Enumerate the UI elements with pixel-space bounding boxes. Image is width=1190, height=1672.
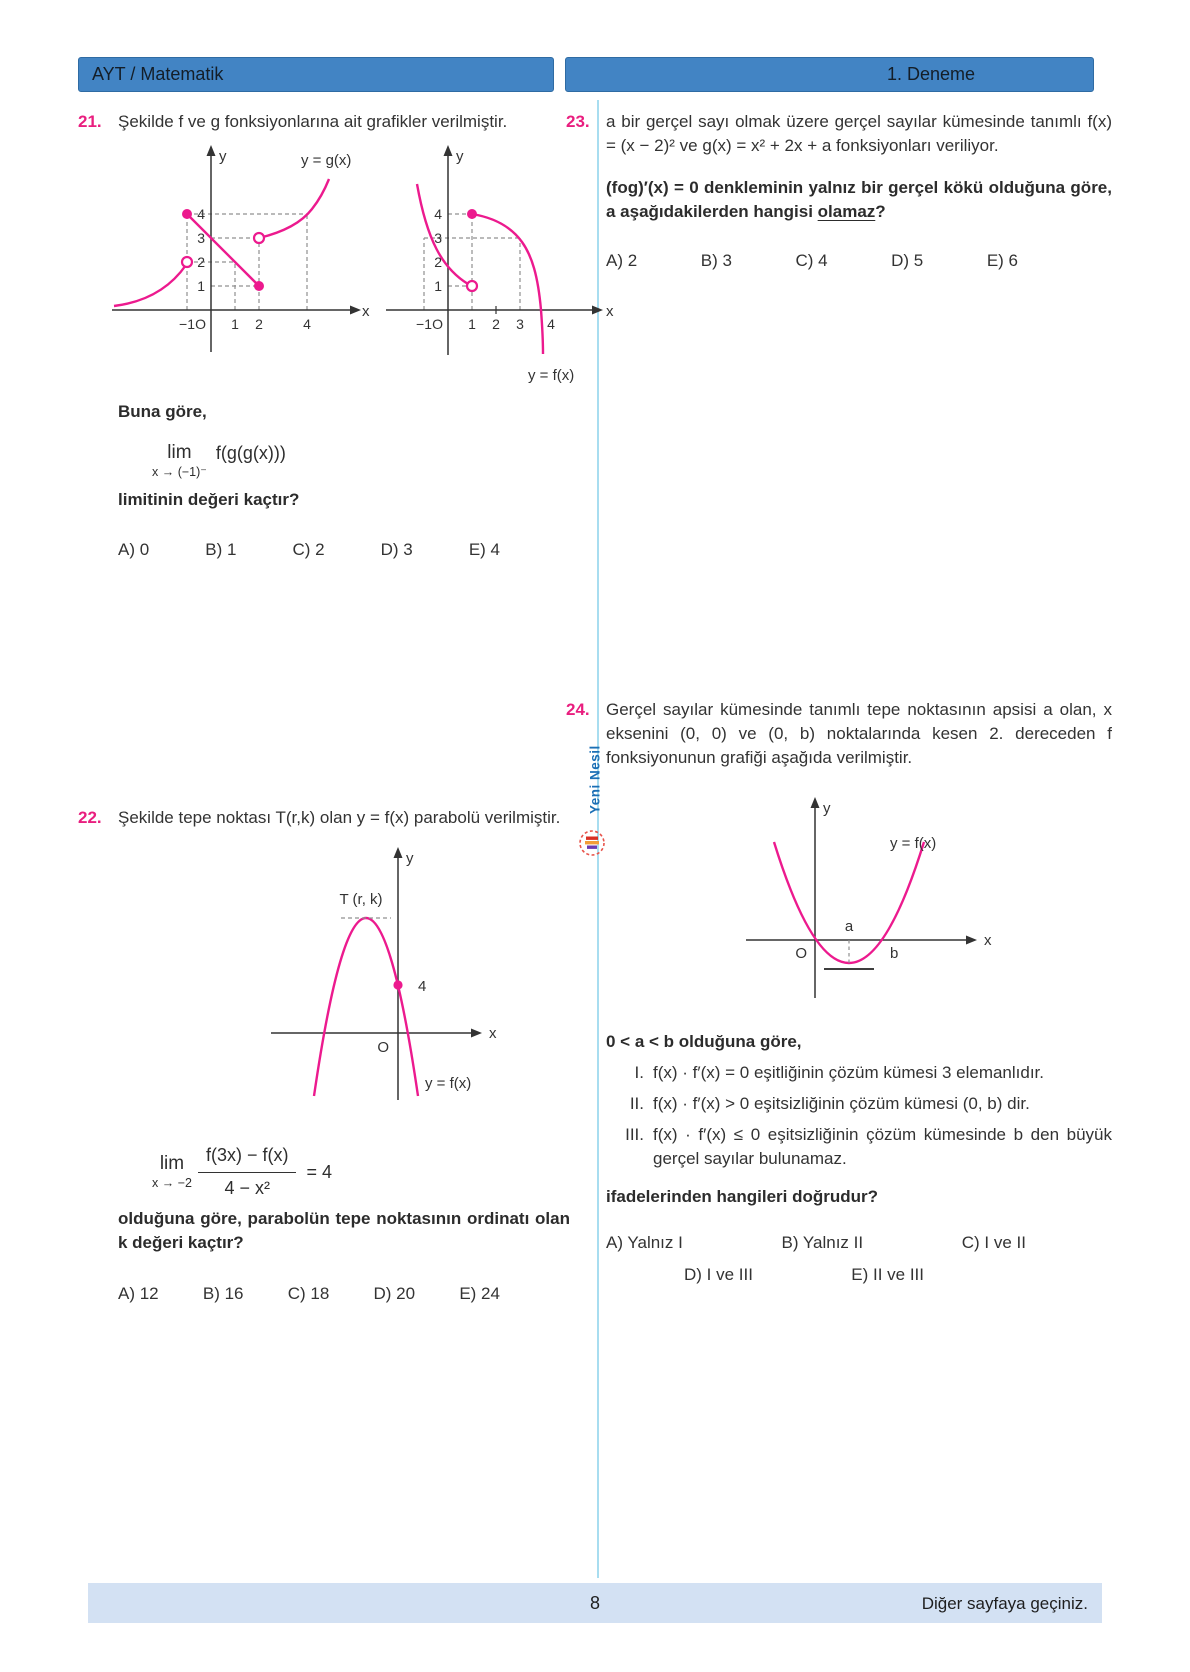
limit-operator: lim xyxy=(167,442,192,464)
statement-text: f(x) · f′(x) = 0 eşitliğinin çözüm kümesi 3 elemanlıdır. xyxy=(653,1062,1045,1082)
roman-numeral: III. xyxy=(625,1124,644,1144)
curve-label: y = f(x) xyxy=(890,835,937,853)
question-number: 23. xyxy=(566,112,590,131)
lead-text: Buna göre, xyxy=(118,402,207,422)
question-24 xyxy=(566,698,1112,1288)
answer-options xyxy=(118,1282,500,1306)
question-stem: Gerçel sayılar kümesinde tanımlı tepe noktasının apsisi a olan, x eksenini (0, 0) ve (0, b) noktalarında kesen 2. dereceden f fonksiyonunun grafiği aşağıda verilmiştir. xyxy=(606,700,1112,768)
y-axis-label: y xyxy=(456,148,464,166)
question-text-pre: (fog)′(x) = 0 denkleminin yalnız bir gerçel kökü olduğuna göre, a aşağıdakilerden hangisi xyxy=(606,178,1112,222)
limit-subscript: x → (−1)⁻ xyxy=(152,465,207,480)
x-axis-arrow xyxy=(592,306,603,315)
answer-options xyxy=(606,249,1018,273)
fraction-numerator: f(3x) − f(x) xyxy=(198,1143,297,1173)
origin-label: O xyxy=(377,1039,389,1057)
y-axis-label: y xyxy=(219,148,227,166)
question-stem: a bir gerçel sayı olmak üzere gerçel sayılar kümesinde tanımlı f(x) = (x − 2)² ve g(x) = x² + 2x + a fonksiyonları veriliyor. xyxy=(606,112,1112,156)
option-d: D) I ve III xyxy=(684,1265,753,1285)
question-text: limitinin değeri kaçtır? xyxy=(118,489,300,509)
parabola-graph xyxy=(213,838,503,1118)
header-bar-right xyxy=(565,57,1094,92)
origin-label: O xyxy=(795,945,807,963)
a-label: a xyxy=(844,918,854,936)
y-axis-label: y xyxy=(406,850,414,868)
question-number: 21. xyxy=(78,112,102,131)
statement-text: f(x) · f′(x) ≤ 0 eşitsizliğinin çözüm kümesinde b den büyük gerçel sayılar bulunamaz. xyxy=(653,1124,1112,1168)
question-number: 24. xyxy=(566,700,590,719)
option-c: C) 18 xyxy=(287,1283,330,1303)
curve-label: y = f(x) xyxy=(528,367,575,385)
option-e: E) 24 xyxy=(459,1283,500,1303)
question-number: 22. xyxy=(78,808,102,827)
y-tick: 3 xyxy=(434,230,442,247)
f-closed-point xyxy=(467,209,477,219)
fraction xyxy=(198,1143,297,1201)
b-label: b xyxy=(890,945,899,963)
question-stem: Şekilde f ve g fonksiyonlarına ait grafikler verilmiştir. xyxy=(118,112,508,131)
x-axis-arrow xyxy=(966,936,977,945)
option-d: D) 5 xyxy=(891,250,924,270)
option-b: B) 16 xyxy=(202,1283,244,1303)
footer-bar xyxy=(88,1583,1102,1623)
question-stem: Şekilde tepe noktası T(r,k) olan y = f(x) parabolü verilmiştir. xyxy=(118,808,561,827)
option-c: C) 2 xyxy=(292,540,325,560)
limit-expression: f(g(g(x))) xyxy=(215,443,286,464)
x-tick: 4 xyxy=(303,316,311,333)
limit-operator: lim xyxy=(159,1153,185,1175)
parabola-curve xyxy=(314,918,418,1096)
answer-options-row1 xyxy=(606,1231,1026,1255)
y-tick: 4 xyxy=(197,206,205,223)
option-e: E) 4 xyxy=(468,540,500,560)
option-b: B) 1 xyxy=(205,540,237,560)
page-number: 8 xyxy=(589,1593,600,1613)
f-open-point xyxy=(467,281,477,291)
y-tick: 2 xyxy=(197,254,205,271)
y-axis-arrow xyxy=(394,847,403,858)
y-axis-arrow xyxy=(444,145,453,156)
y-intercept-label: 4 xyxy=(418,978,427,996)
equation-rhs: = 4 xyxy=(306,1161,332,1182)
option-b: B) 3 xyxy=(700,250,732,270)
origin-label: O xyxy=(432,316,443,333)
y-tick: 1 xyxy=(197,278,205,295)
y-axis-label: y xyxy=(823,800,831,818)
y-tick: 1 xyxy=(434,278,442,295)
underlined-word: olamaz xyxy=(817,202,876,222)
next-page-note: Diğer sayfaya geçiniz. xyxy=(921,1594,1088,1613)
parabola-graph xyxy=(694,780,994,1012)
x-tick: 4 xyxy=(547,316,555,333)
g-function-graph xyxy=(106,140,376,360)
limit-subscript: x → −2 xyxy=(152,1176,192,1191)
option-e: E) II ve III xyxy=(851,1265,924,1285)
answer-options xyxy=(118,538,500,562)
x-axis-label: x xyxy=(362,303,370,321)
y-tick: 2 xyxy=(434,254,442,271)
vertex-label: T (r, k) xyxy=(339,891,383,909)
x-tick: 3 xyxy=(516,316,524,333)
answer-options-row2 xyxy=(684,1263,924,1287)
question-22 xyxy=(78,806,570,1306)
limit-formula xyxy=(152,1143,570,1201)
curve-label: y = g(x) xyxy=(301,152,352,170)
question-text: ifadelerinden hangileri doğrudur? xyxy=(606,1187,879,1207)
option-e: E) 6 xyxy=(986,250,1018,270)
option-a: A) 0 xyxy=(118,540,150,560)
roman-numeral: II. xyxy=(629,1093,644,1113)
brand-watermark: Yeni Nesil xyxy=(587,745,603,814)
x-tick: 1 xyxy=(231,316,239,333)
question-text: olduğuna göre, parabolün tepe noktasının ordinatı olan k değeri kaçtır? xyxy=(118,1209,570,1253)
y-tick: 3 xyxy=(197,230,205,247)
g-curve xyxy=(114,179,329,306)
fraction-denominator: 4 − x² xyxy=(224,1177,270,1198)
x-axis-arrow xyxy=(350,306,361,315)
x-tick: 1 xyxy=(468,316,476,333)
roman-numeral: I. xyxy=(634,1062,644,1082)
curve-label: y = f(x) xyxy=(425,1075,472,1093)
option-d: D) 20 xyxy=(373,1283,416,1303)
option-b: B) Yalnız II xyxy=(781,1233,864,1253)
question-21 xyxy=(78,110,614,562)
y-axis-arrow xyxy=(811,797,820,808)
x-tick: −1 xyxy=(179,316,195,333)
header-bar-left xyxy=(78,57,554,92)
question-23 xyxy=(566,110,1112,273)
x-tick: 2 xyxy=(255,316,263,333)
option-a: A) 12 xyxy=(118,1283,159,1303)
option-a: A) Yalnız I xyxy=(606,1233,683,1253)
x-axis-label: x xyxy=(489,1025,497,1043)
x-axis-arrow xyxy=(471,1029,482,1038)
q21-graphs xyxy=(106,140,615,388)
question-text-post: ? xyxy=(875,202,886,222)
y-intercept-point xyxy=(393,981,402,990)
x-tick: 2 xyxy=(492,316,500,333)
header-subject-title: AYT / Matematik xyxy=(92,63,224,84)
y-axis-arrow xyxy=(207,145,216,156)
x-tick: −1 xyxy=(416,316,432,333)
option-c: C) 4 xyxy=(795,250,828,270)
statement-item xyxy=(606,1061,1112,1085)
option-c: C) I ve II xyxy=(961,1233,1026,1253)
x-axis-label: x xyxy=(984,932,992,950)
statement-text: f(x) · f′(x) > 0 eşitsizliğinin çözüm kümesi (0, b) dir. xyxy=(653,1093,1030,1113)
statement-item xyxy=(606,1092,1112,1116)
y-tick: 4 xyxy=(434,206,442,223)
x-axis-label: x xyxy=(606,303,614,321)
question-text xyxy=(606,176,1112,224)
limit-formula xyxy=(152,440,615,482)
condition-text: 0 < a < b olduğuna göre, xyxy=(606,1031,802,1051)
option-d: D) 3 xyxy=(380,540,413,560)
origin-label: O xyxy=(195,316,206,333)
statement-item xyxy=(606,1123,1112,1171)
option-a: A) 2 xyxy=(606,250,638,270)
header-exam-title: 1. Deneme xyxy=(886,63,975,84)
